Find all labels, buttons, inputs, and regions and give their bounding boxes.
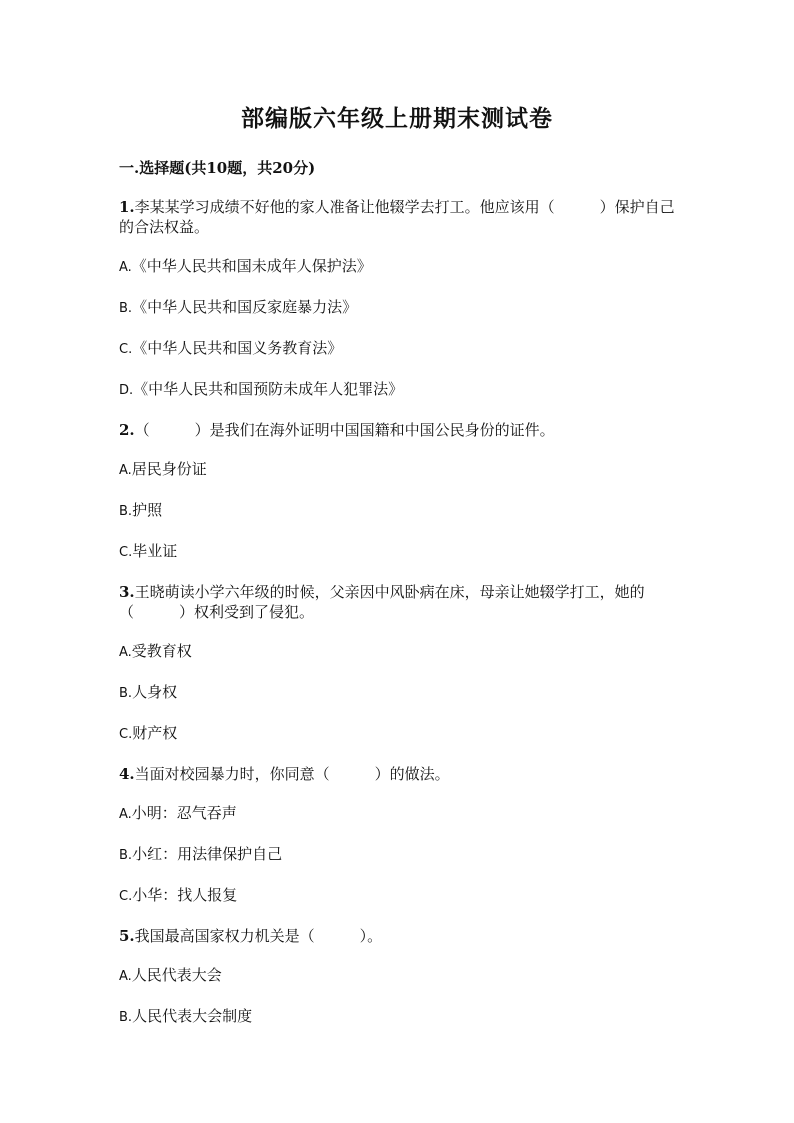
- option-letter: B.: [119, 848, 133, 863]
- question-number: 4.: [119, 765, 135, 783]
- exam-content: [119, 157, 679, 1047]
- option-text: 护照: [132, 501, 163, 519]
- question-text: 当面对校园暴力时，你同意（ ）的做法。: [134, 765, 450, 783]
- option-letter: A.: [119, 969, 132, 984]
- question-text: 李某某学习成绩不好他的家人准备让他辍学去打工。他应该用（ ）保护自己的合法权益。: [119, 198, 675, 236]
- option-text: 财产权: [132, 724, 178, 742]
- question-1-option-c: [119, 338, 679, 360]
- option-letter: A.: [119, 807, 132, 822]
- option-letter: C.: [119, 342, 133, 357]
- option-letter: C.: [119, 545, 133, 560]
- option-letter: B.: [119, 301, 133, 316]
- question-4-option-b: [119, 844, 679, 866]
- option-text: 人民代表大会: [131, 966, 222, 984]
- question-number: 1.: [119, 198, 135, 216]
- question-3-option-a: [119, 641, 679, 663]
- question-4-option-a: [119, 803, 679, 825]
- question-1-option-b: [119, 297, 679, 319]
- option-text: 《中华人民共和国义务教育法》: [132, 339, 343, 357]
- option-letter: B.: [119, 686, 133, 701]
- option-text: 《中华人民共和国反家庭暴力法》: [132, 298, 358, 316]
- option-text: 小明：忍气吞声: [131, 804, 237, 822]
- question-4: [119, 764, 679, 784]
- question-5: [119, 926, 679, 946]
- question-number: 5.: [119, 927, 135, 945]
- option-letter: A.: [119, 260, 132, 275]
- question-2-option-c: [119, 541, 679, 563]
- option-letter: B.: [119, 504, 133, 519]
- question-2-option-b: [119, 500, 679, 522]
- question-text: 王晓萌读小学六年级的时候，父亲因中风卧病在床，母亲让她辍学打工，她的（ ）权利受到了侵犯。: [119, 583, 645, 621]
- option-text: 居民身份证: [131, 460, 207, 478]
- question-number: 2.: [119, 421, 135, 439]
- option-text: 毕业证: [132, 542, 178, 560]
- question-text: 我国最高国家权力机关是（ ）。: [134, 927, 383, 945]
- option-letter: C.: [119, 889, 133, 904]
- question-4-option-c: [119, 885, 679, 907]
- option-letter: A.: [119, 463, 132, 478]
- question-3: [119, 582, 679, 622]
- question-5-option-b: [119, 1006, 679, 1028]
- question-2-option-a: [119, 459, 679, 481]
- question-1-option-a: [119, 256, 679, 278]
- question-5-option-a: [119, 965, 679, 987]
- question-text: （ ）是我们在海外证明中国国籍和中国公民身份的证件。: [134, 421, 555, 439]
- question-2: [119, 420, 679, 440]
- option-text: 《中华人民共和国未成年人保护法》: [131, 257, 372, 275]
- option-letter: A.: [119, 645, 132, 660]
- option-text: 《中华人民共和国预防未成年人犯罪法》: [133, 380, 404, 398]
- page-title: 部编版六年级上册期末测试卷: [241, 105, 553, 132]
- question-3-option-c: [119, 723, 679, 745]
- option-text: 人身权: [132, 683, 178, 701]
- option-letter: B.: [119, 1010, 133, 1025]
- question-1-option-d: [119, 379, 679, 401]
- section-heading: 一.选择题(共10题，共20分): [119, 159, 316, 177]
- option-letter: D.: [119, 383, 134, 398]
- question-3-option-b: [119, 682, 679, 704]
- question-1: [119, 197, 679, 237]
- option-letter: C.: [119, 727, 133, 742]
- option-text: 小华：找人报复: [132, 886, 238, 904]
- option-text: 人民代表大会制度: [132, 1007, 253, 1025]
- option-text: 小红：用法律保护自己: [132, 845, 283, 863]
- question-number: 3.: [119, 583, 135, 601]
- option-text: 受教育权: [131, 642, 192, 660]
